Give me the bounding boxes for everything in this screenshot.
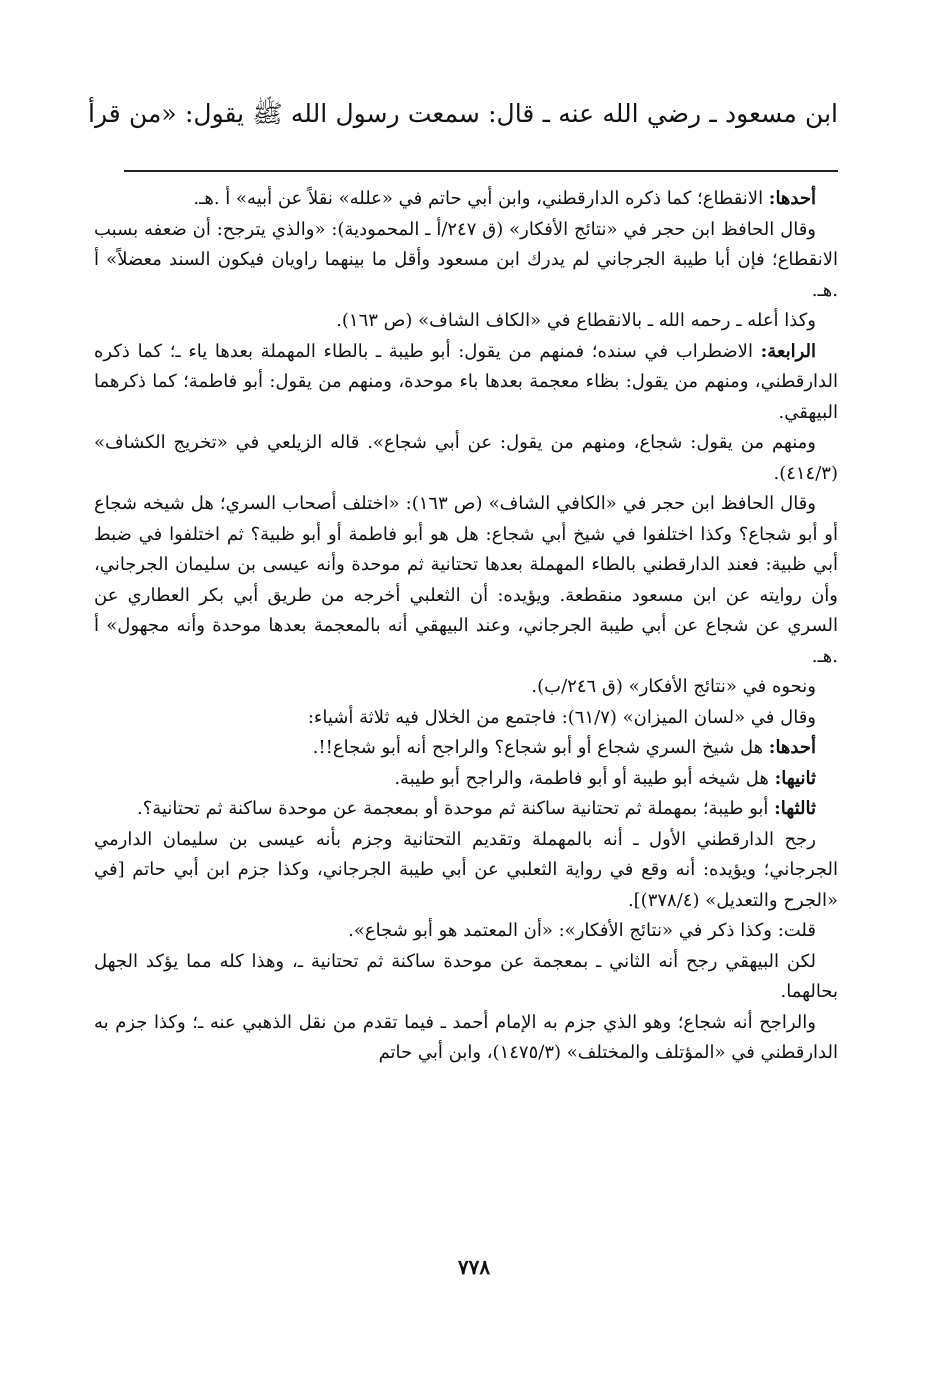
footnote-text: ومنهم من يقول: شجاع، ومنهم من يقول: عن أبي شجاع». قاله الزيلعي في «تخريج الكشاف» (٤١٤/٣). <box>94 432 838 484</box>
footnote-label: الرابعة: <box>760 340 816 362</box>
footnote-paragraph <box>94 703 838 734</box>
footnote-paragraph <box>94 1008 838 1069</box>
footnote-paragraph <box>94 916 838 947</box>
footnote-text: قلت: وكذا ذكر في «نتائج الأفكار»: «أن المعتمد هو أبو شجاع». <box>348 920 816 941</box>
footnote-paragraph <box>94 733 838 764</box>
footnotes-block <box>94 184 838 1069</box>
footnote-text: وكذا أعله ـ رحمه الله ـ بالانقطاع في «الكاف الشاف» (ص ١٦٣). <box>336 310 816 331</box>
footnote-text: ونحوه في «نتائج الأفكار» (ق ٢٤٦/ب). <box>531 676 816 697</box>
footnote-text: وقال في «لسان الميزان» (٦١/٧): فاجتمع من الخلال فيه ثلاثة أشياء: <box>307 706 816 728</box>
footnote-text: وقال الحافظ ابن حجر في «نتائج الأفكار» (ق ٢٤٧/أ ـ المحمودية): «والذي يترجح: أن ضعفه بسبب الانقطاع؛ فإن أبا طيبة الجرجاني لم يدرك ابن مسعود وأقل ما بينهما راويان فيكون السند معضلاً» أ .هـ. <box>94 218 838 301</box>
footnote-text: هل شيخ السري شجاع أو أبو شجاع؟ والراجح أنه أبو شجاع!!. <box>312 737 769 758</box>
footnote-paragraph <box>94 794 838 825</box>
footnote-paragraph <box>94 764 838 795</box>
page-number: ٧٧٨ <box>457 1255 491 1279</box>
main-text-line: ابن مسعود ـ رضي الله عنه ـ قال: سمعت رسول الله ﷺ يقول: «من قرأ <box>88 99 838 128</box>
footnote-paragraph <box>94 825 838 917</box>
footnote-text: الاضطراب في سنده؛ فمنهم من يقول: أبو طيبة ـ بالطاء المهملة بعدها ياء ـ؛ كما ذكره الدارقطني، ومنهم من يقول: بظاء معجمة بعدها باء موحدة، ومنهم من يقول: أبو فاطمة؛ كما ذكرهما البيهقي. <box>94 340 838 423</box>
footnote-text: والراجح أنه شجاع؛ وهو الذي جزم به الإمام أحمد ـ فيما تقدم من نقل الذهبي عنه ـ؛ وكذا جزم به الدارقطني في «المؤتلف والمختلف» (١٤٧٥/٣)، وابن أبي حاتم <box>94 1011 838 1063</box>
footnote-label: ثانيها: <box>774 767 816 789</box>
footnote-paragraph <box>94 184 838 215</box>
footnote-paragraph <box>94 215 838 307</box>
footnote-paragraph <box>94 428 838 489</box>
footnote-text: الانقطاع؛ كما ذكره الدارقطني، وابن أبي حاتم في «علله» نقلاً عن أبيه» أ .هـ. <box>193 188 769 209</box>
footnote-text: أبو طيبة؛ بمهملة ثم تحتانية ساكنة ثم موحدة أو بمعجمة عن موحدة ساكنة ثم تحتانية؟. <box>136 798 775 819</box>
footnote-text: لكن البيهقي رجح أنه الثاني ـ بمعجمة عن موحدة ساكنة ثم تحتانية ـ، وهذا كله مما يؤكد الجهل بحالهما. <box>94 950 838 1002</box>
footnote-label: أحدها: <box>768 188 816 209</box>
footnote-text: هل شيخه أبو طيبة أو أبو فاطمة، والراجح أبو طيبة. <box>394 767 775 789</box>
footnote-text: وقال الحافظ ابن حجر في «الكافي الشاف» (ص ١٦٣): «اختلف أصحاب السري؛ هل شيخه شجاع أو أبو شجاع؟ وكذا اختلفوا في شيخ أبي شجاع: هل هو أبو فاطمة أو أبو ظبية؟ ثم اختلفوا في ضبط أبي ظبية: فعند الدارقطني بالطاء المهملة بعدها تحتانية ثم موحدة وأنه عيسى بن سليمان الجرجاني، وأن روايته عن ابن مسعود منقطعة. ويؤيده: أن الثعلبي أخرجه من طريق أبي بكر العطاري عن السري عن شجاع عن أبي طيبة الجرجاني، وعند البيهقي أنه بالمعجمة بعدها موحدة وأنه مجهول» أ .هـ. <box>94 493 838 667</box>
footnote-paragraph <box>94 337 838 429</box>
footnote-paragraph <box>94 306 838 337</box>
footnote-paragraph <box>94 947 838 1008</box>
footnote-label: ثالثها: <box>774 798 816 819</box>
footnote-text: رجح الدارقطني الأول ـ أنه بالمهملة وتقديم التحتانية وجزم بأنه عيسى بن سليمان الدارمي الجرجاني؛ ويؤيده: أنه وقع في رواية الثعلبي عن أبي طيبة الجرجاني، وكذا جزم ابن أبي حاتم [في «الجرح والتعديل» (٣٧٨/٤)]. <box>94 828 838 911</box>
footnote-separator <box>124 170 838 172</box>
footnote-label: أحدها: <box>768 737 816 758</box>
footnote-paragraph <box>94 672 838 703</box>
footnote-paragraph <box>94 489 838 672</box>
